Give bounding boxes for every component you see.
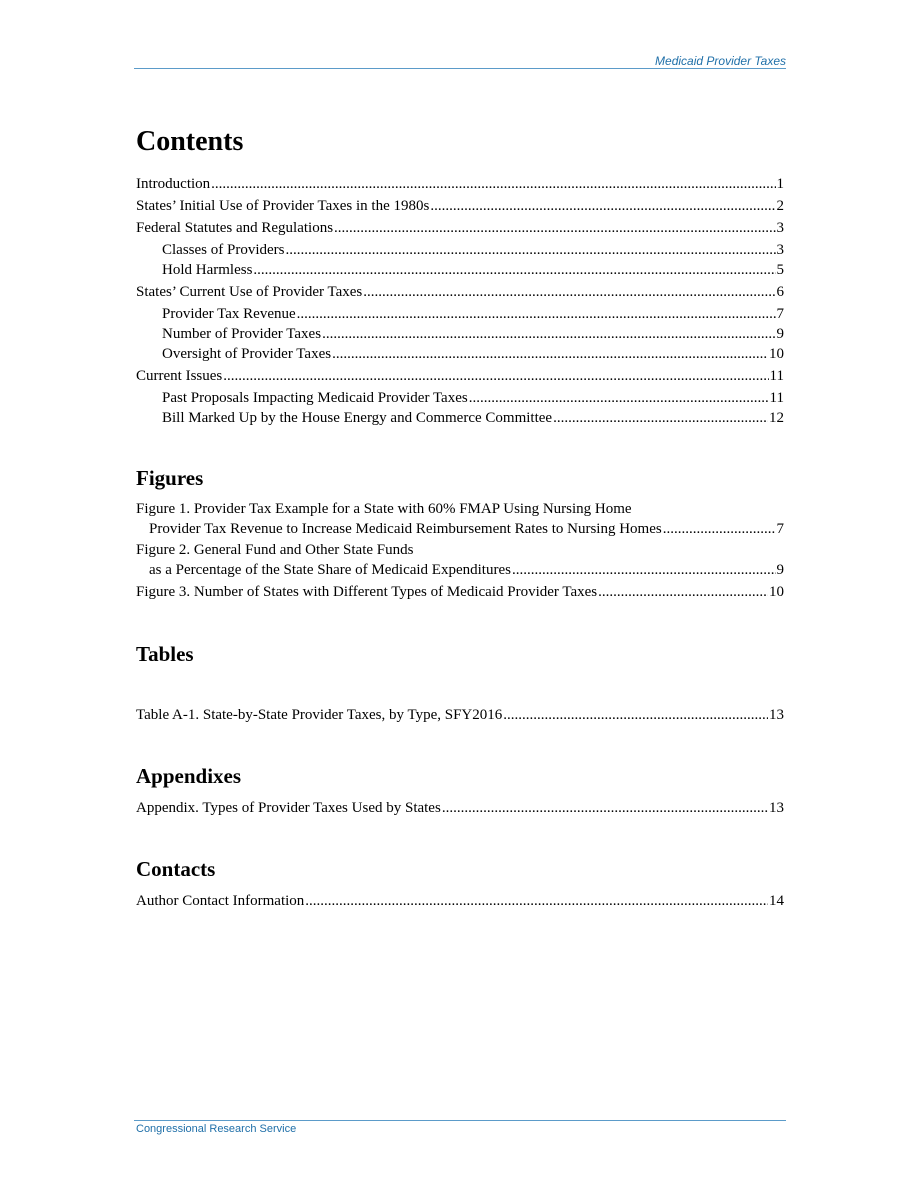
figure-entry-line1: Figure 2. General Fund and Other State Funds xyxy=(136,542,414,558)
leader-dots xyxy=(430,196,775,216)
contacts-list xyxy=(136,891,784,911)
toc-entry-hold-harmless[interactable] xyxy=(136,260,784,280)
leader-dots xyxy=(512,560,776,580)
footer-organization: Congressional Research Service xyxy=(136,1123,297,1135)
tables-section xyxy=(136,642,784,667)
figure-entry-line2 xyxy=(136,560,784,580)
figure-entry-1[interactable] xyxy=(136,500,784,539)
figure-entry-text: Provider Tax Revenue to Increase Medicaid Reimbursement Rates to Nursing Homes xyxy=(149,521,662,537)
toc-entry-text: Past Proposals Impacting Medicaid Provider Taxes xyxy=(162,390,468,406)
figure-entry-page: 10 xyxy=(769,584,784,600)
toc-entry-text: Hold Harmless xyxy=(162,262,253,278)
table-entry-a1[interactable] xyxy=(136,705,784,725)
toc-entry-number-of-provider-taxes[interactable] xyxy=(136,324,784,344)
contents-list xyxy=(136,174,784,428)
toc-entry-text: Bill Marked Up by the House Energy and Commerce Committee xyxy=(162,410,553,426)
toc-entry-page: 1 xyxy=(776,176,784,192)
toc-entry-text: Federal Statutes and Regulations xyxy=(136,220,334,236)
leader-dots xyxy=(322,324,775,344)
toc-entry-text: Oversight of Provider Taxes xyxy=(162,346,332,362)
leader-dots xyxy=(297,304,776,324)
toc-entry-page: 11 xyxy=(769,390,784,406)
appendixes-list xyxy=(136,798,784,818)
toc-entry-text: Provider Tax Revenue xyxy=(162,306,296,322)
toc-entry-page: 9 xyxy=(776,326,784,342)
running-header: Medicaid Provider Taxes xyxy=(655,54,786,68)
appendixes-section xyxy=(136,764,784,789)
leader-dots xyxy=(553,408,768,428)
toc-entry-page: 3 xyxy=(776,242,784,258)
toc-entry-page: 11 xyxy=(769,368,784,384)
toc-entry-text: Classes of Providers xyxy=(162,242,285,258)
header-rule xyxy=(134,68,786,69)
leader-dots xyxy=(253,260,775,280)
toc-entry-page: 10 xyxy=(769,346,784,362)
figures-list xyxy=(136,500,784,602)
leader-dots xyxy=(503,705,768,725)
toc-entry-page: 2 xyxy=(776,198,784,214)
tables-list xyxy=(136,705,784,725)
toc-entry-page: 5 xyxy=(776,262,784,278)
toc-entry-text: States’ Initial Use of Provider Taxes in the 1980s xyxy=(136,198,430,214)
toc-entry-text: Introduction xyxy=(136,176,211,192)
leader-dots xyxy=(305,891,768,911)
figure-entry-line1: Figure 1. Provider Tax Example for a State with 60% FMAP Using Nursing Home xyxy=(136,501,632,517)
leader-dots xyxy=(469,388,769,408)
toc-entry-text: Number of Provider Taxes xyxy=(162,326,322,342)
leader-dots xyxy=(286,240,776,260)
appendixes-title: Appendixes xyxy=(136,764,242,788)
footer-rule xyxy=(134,1120,786,1121)
contact-entry-text: Author Contact Information xyxy=(136,893,305,909)
leader-dots xyxy=(334,218,775,238)
figure-entry-2[interactable] xyxy=(136,541,784,580)
leader-dots xyxy=(332,344,768,364)
toc-entry-page: 6 xyxy=(776,284,784,300)
figure-entry-text: as a Percentage of the State Share of Medicaid Expenditures xyxy=(149,562,511,578)
figure-entry-line2 xyxy=(136,519,784,539)
toc-entry-bill-marked-up[interactable] xyxy=(136,408,784,428)
contact-entry-page: 14 xyxy=(769,893,784,909)
contents-section xyxy=(136,126,784,158)
toc-entry-current-issues[interactable] xyxy=(136,366,784,386)
toc-entry-federal-statutes[interactable] xyxy=(136,218,784,238)
figure-entry-page: 9 xyxy=(776,562,784,578)
toc-entry-oversight[interactable] xyxy=(136,344,784,364)
figure-entry-3[interactable] xyxy=(136,582,784,602)
appendix-entry[interactable] xyxy=(136,798,784,818)
table-entry-text: Table A-1. State-by-State Provider Taxes, by Type, SFY2016 xyxy=(136,707,503,723)
leader-dots xyxy=(663,519,776,539)
toc-entry-text: States’ Current Use of Provider Taxes xyxy=(136,284,363,300)
toc-entry-classes-of-providers[interactable] xyxy=(136,240,784,260)
contacts-section xyxy=(136,857,784,882)
figures-title: Figures xyxy=(136,466,204,490)
toc-entry-provider-tax-revenue[interactable] xyxy=(136,304,784,324)
figures-section xyxy=(136,466,784,491)
toc-entry-page: 12 xyxy=(769,410,784,426)
toc-entry-page: 7 xyxy=(776,306,784,322)
appendix-entry-text: Appendix. Types of Provider Taxes Used by States xyxy=(136,800,441,816)
toc-entry-text: Current Issues xyxy=(136,368,223,384)
figure-entry-text: Figure 3. Number of States with Different Types of Medicaid Provider Taxes xyxy=(136,584,598,600)
tables-title: Tables xyxy=(136,642,194,666)
toc-entry-past-proposals[interactable] xyxy=(136,388,784,408)
leader-dots xyxy=(598,582,768,602)
contact-entry[interactable] xyxy=(136,891,784,911)
appendix-entry-page: 13 xyxy=(769,800,784,816)
leader-dots xyxy=(363,282,775,302)
leader-dots xyxy=(211,174,775,194)
table-entry-page: 13 xyxy=(769,707,784,723)
contacts-title: Contacts xyxy=(136,857,216,881)
leader-dots xyxy=(223,366,768,386)
toc-entry-page: 3 xyxy=(776,220,784,236)
leader-dots xyxy=(442,798,768,818)
toc-entry-current-use[interactable] xyxy=(136,282,784,302)
contents-title: Contents xyxy=(136,126,244,157)
figure-entry-page: 7 xyxy=(776,521,784,537)
toc-entry-introduction[interactable] xyxy=(136,174,784,194)
toc-entry-initial-use[interactable] xyxy=(136,196,784,216)
